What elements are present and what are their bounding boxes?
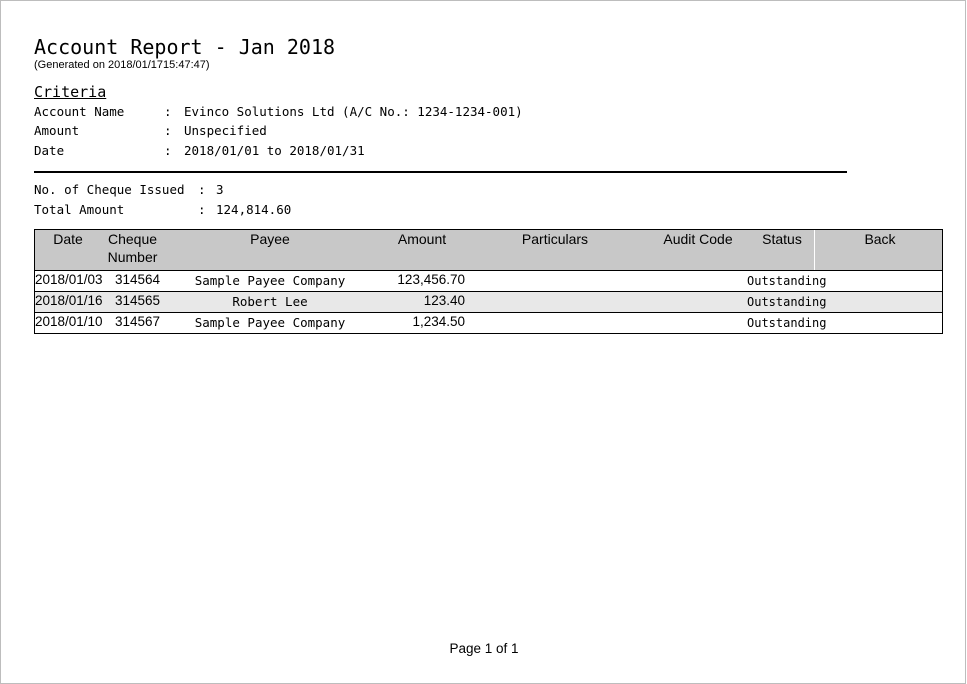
criteria-value: 2018/01/01 to 2018/01/31 (184, 143, 365, 158)
cell-status: Outstanding (747, 295, 827, 309)
cell-amount: 123,456.70 (397, 272, 465, 287)
header-back: Back (864, 231, 896, 247)
cell-date: 2018/01/10 (35, 314, 103, 329)
header-status: Status (762, 231, 802, 247)
cell-date: 2018/01/16 (35, 293, 103, 308)
table-header-row (35, 230, 942, 271)
summary-separator: : (198, 182, 206, 197)
header-particulars: Particulars (521, 231, 589, 247)
summary-value: 124,814.60 (216, 202, 292, 217)
criteria-separator: : (164, 143, 172, 158)
summary-label: Total Amount (34, 202, 125, 217)
criteria-label: Date (34, 143, 65, 158)
cell-payee: Sample Payee Company (194, 315, 346, 330)
cell-status-wrapper (747, 292, 827, 312)
header-cheque-line2: Number (107, 249, 158, 265)
page-number-footer: Page 1 of 1 (449, 641, 519, 656)
cell-payee: Sample Payee Company (194, 273, 346, 288)
table-row (35, 313, 942, 333)
header-audit-code: Audit Code (663, 231, 733, 247)
cell-status: Outstanding (747, 274, 827, 288)
generated-timestamp: (Generated on 2018/01/1715:47:47) (34, 59, 210, 71)
cheque-table (34, 229, 943, 334)
cell-status: Outstanding (747, 316, 827, 330)
cell-date: 2018/01/03 (35, 272, 103, 287)
cell-cheque-number: 314564 (115, 272, 161, 287)
criteria-label: Account Name (34, 104, 125, 119)
header-cheque-number (101, 230, 164, 266)
criteria-value: Unspecified (184, 123, 267, 138)
criteria-heading: Criteria (34, 83, 107, 101)
cell-status-wrapper (747, 271, 827, 291)
section-divider (34, 171, 847, 173)
cell-cheque-number: 314565 (115, 293, 161, 308)
table-row (35, 292, 942, 313)
header-column-separator (814, 230, 815, 270)
header-date: Date (53, 231, 83, 247)
header-cheque-line1: Cheque (107, 231, 158, 247)
criteria-separator: : (164, 123, 172, 138)
header-amount: Amount (397, 231, 447, 247)
cell-amount: 1,234.50 (412, 314, 465, 329)
cell-amount: 123.40 (423, 293, 465, 308)
criteria-separator: : (164, 104, 172, 119)
cell-payee: Robert Lee (232, 294, 308, 309)
summary-label: No. of Cheque Issued (34, 182, 185, 197)
summary-separator: : (198, 202, 206, 217)
cell-cheque-number: 314567 (115, 314, 161, 329)
report-title: Account Report - Jan 2018 (34, 35, 336, 59)
header-payee: Payee (250, 231, 290, 247)
criteria-label: Amount (34, 123, 80, 138)
table-row (35, 271, 942, 292)
criteria-value: Evinco Solutions Ltd (A/C No.: 1234-1234-001) (184, 104, 523, 119)
cell-status-wrapper (747, 313, 827, 333)
summary-value: 3 (216, 182, 224, 197)
